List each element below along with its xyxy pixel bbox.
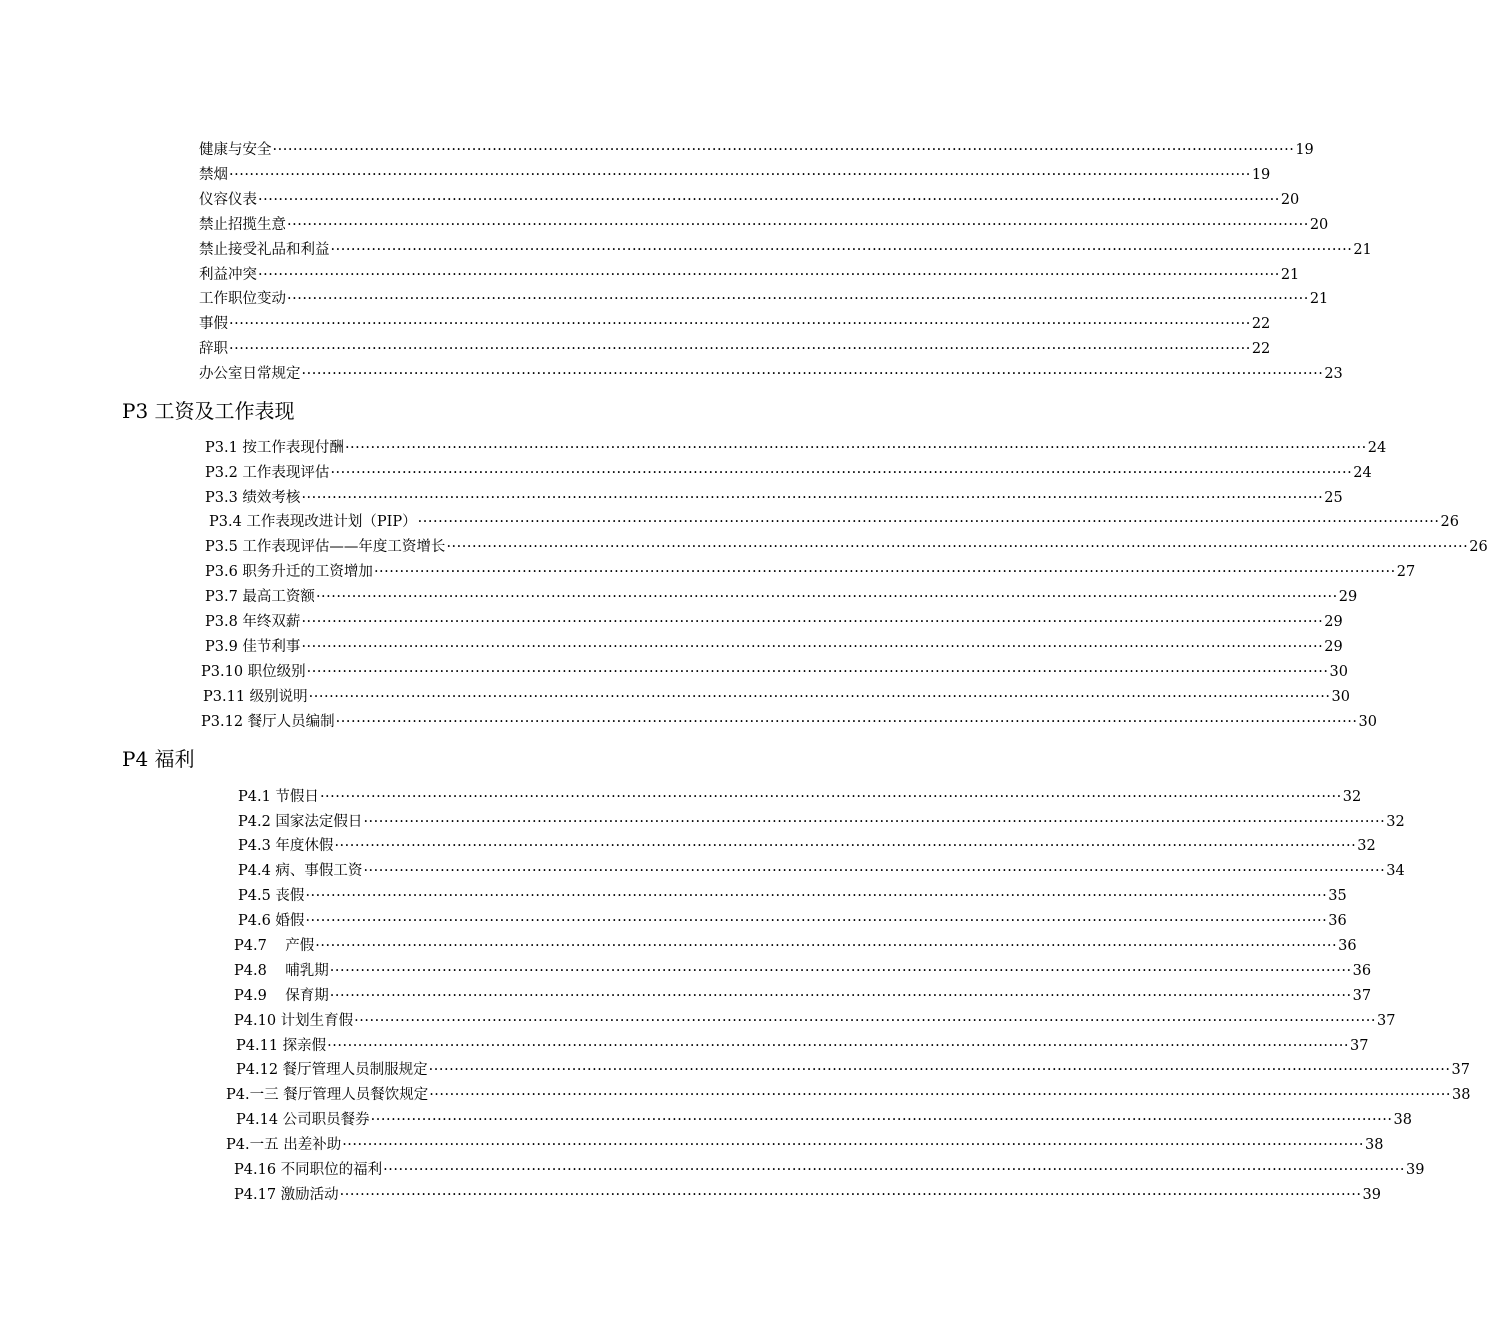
toc-entry (234, 1184, 1381, 1206)
toc-page-number: 23 (1324, 366, 1343, 382)
toc-page-number: 34 (1386, 863, 1405, 879)
toc-leader-dots: ········································································································································································································ (370, 1112, 1393, 1128)
toc-page-number: 22 (1251, 341, 1271, 357)
toc-entry-label: 禁止接受礼品和利益 (199, 242, 330, 258)
toc-entry-label: P4.4 病、事假工资 (238, 863, 363, 879)
toc-leader-dots: ········································································································································································································ (315, 938, 1338, 954)
toc-entry (205, 462, 1372, 484)
toc-entry-label: 事假 (199, 316, 228, 332)
toc-entry (205, 636, 1343, 658)
toc-entry (226, 1084, 1471, 1106)
toc-page-number: 26 (1440, 514, 1459, 530)
toc-entry (199, 313, 1271, 335)
toc-entry-label: 禁烟 (199, 167, 228, 183)
toc-entry (238, 910, 1347, 932)
toc-entry (238, 786, 1362, 808)
toc-entry (199, 214, 1329, 236)
toc-entry-label: P3.3 绩效考核 (205, 490, 301, 506)
toc-page-number: 32 (1342, 789, 1362, 805)
toc-entry (205, 437, 1387, 459)
toc-entry (201, 711, 1377, 733)
toc-entry-label: 健康与安全 (199, 142, 272, 158)
toc-leader-dots: ········································································································································································································ (287, 291, 1309, 307)
toc-leader-dots: ········································································································································································································ (308, 689, 1331, 705)
toc-leader-dots: ········································································································································································································ (428, 1062, 1451, 1078)
toc-entry-label: 禁止招揽生意 (199, 217, 286, 233)
toc-entry (234, 935, 1357, 957)
toc-page-number: 36 (1338, 938, 1357, 954)
toc-entry-label: P3.8 年终双薪 (205, 614, 301, 630)
toc-page-number: 39 (1362, 1187, 1381, 1203)
toc-page-number: 30 (1358, 714, 1377, 730)
toc-entry-label: 仪容仪表 (199, 192, 257, 208)
toc-page-number: 35 (1328, 888, 1347, 904)
toc-leader-dots: ········································································································································································································ (306, 664, 1329, 680)
toc-leader-dots: ········································································································································································································ (272, 142, 1295, 158)
toc-page-number: 24 (1353, 465, 1372, 481)
toc-entry (236, 1109, 1412, 1131)
toc-entry-label: P3.11 级别说明 (203, 689, 308, 705)
toc-entry-label: P3.4 工作表现改进计划（PIP） (209, 514, 417, 530)
toc-entry-label: P4.9 保育期 (234, 988, 329, 1004)
toc-page-number: 37 (1349, 1038, 1369, 1054)
toc-entry-label: P4.8 哺乳期 (234, 963, 329, 979)
toc-page-number: 20 (1309, 217, 1329, 233)
toc-page-number: 32 (1357, 838, 1376, 854)
toc-entry-label: P4.16 不同职位的福利 (234, 1162, 383, 1178)
toc-page-number: 30 (1329, 664, 1348, 680)
toc-entry-label: P3.10 职位级别 (201, 664, 306, 680)
toc-entry (236, 1059, 1470, 1081)
toc-entry-label: 辞职 (199, 341, 228, 357)
toc-entry (205, 487, 1343, 509)
toc-page-number: 29 (1338, 589, 1358, 605)
toc-entry-label: P4.17 激励活动 (234, 1187, 339, 1203)
toc-entry-label: P4.6 婚假 (238, 913, 305, 929)
toc-leader-dots: ········································································································································································································ (342, 1137, 1365, 1153)
toc-page-number: 36 (1328, 913, 1347, 929)
toc-page-number: 39 (1405, 1162, 1425, 1178)
toc-entry-label: P4.1 节假日 (238, 789, 319, 805)
toc-page-number: 32 (1386, 814, 1405, 830)
toc-page-number: 37 (1451, 1062, 1470, 1078)
toc-leader-dots: ········································································································································································································ (363, 863, 1386, 879)
toc-leader-dots: ········································································································································································································ (330, 242, 1353, 258)
toc-leader-dots: ········································································································································································································ (305, 888, 1328, 904)
toc-leader-dots: ········································································································································································································ (329, 963, 1352, 979)
toc-page-number: 19 (1295, 142, 1314, 158)
toc-entry-label: P4.5 丧假 (238, 888, 305, 904)
toc-leader-dots: ········································································································································································································ (258, 192, 1280, 208)
toc-entry-label: P4.12 餐厅管理人员制服规定 (236, 1062, 428, 1078)
toc-leader-dots: ········································································································································································································ (319, 789, 1342, 805)
toc-entry (238, 860, 1405, 882)
toc-page-number: 36 (1352, 963, 1372, 979)
toc-page-number: 21 (1353, 242, 1372, 258)
toc-page-number: 21 (1309, 291, 1329, 307)
toc-entry-label: P4.14 公司职员餐券 (236, 1112, 370, 1128)
toc-leader-dots: ········································································································································································································ (429, 1087, 1452, 1103)
toc-entry (234, 960, 1372, 982)
toc-entry-label: P4.11 探亲假 (236, 1038, 327, 1054)
toc-entry (238, 885, 1347, 907)
toc-entry-label: P4.10 计划生育假 (234, 1013, 354, 1029)
toc-entry (209, 511, 1459, 533)
toc-leader-dots: ········································································································································································································ (383, 1162, 1405, 1178)
toc-entry-label: P4.一五 出差补助 (226, 1137, 342, 1153)
toc-leader-dots: ········································································································································································································ (417, 514, 1440, 530)
toc-leader-dots: ········································································································································································································ (229, 167, 1251, 183)
toc-leader-dots: ········································································································································································································ (301, 639, 1324, 655)
toc-page-number: 20 (1280, 192, 1300, 208)
toc-entry (205, 586, 1358, 608)
toc-leader-dots: ········································································································································································································ (258, 267, 1280, 283)
toc-leader-dots: ········································································································································································································ (301, 614, 1324, 630)
toc-page-number: 26 (1469, 539, 1488, 555)
toc-entry (236, 1035, 1369, 1057)
toc-leader-dots: ········································································································································································································ (354, 1013, 1376, 1029)
toc-entry (234, 985, 1372, 1007)
toc-entry (205, 561, 1416, 583)
toc-leader-dots: ········································································································································································································ (329, 988, 1352, 1004)
toc-entry (199, 164, 1271, 186)
toc-entry (203, 686, 1350, 708)
toc-leader-dots: ········································································································································································································ (327, 1038, 1349, 1054)
toc-entry (226, 1134, 1384, 1156)
toc-page-number: 38 (1365, 1137, 1384, 1153)
toc-entry-label: P4.3 年度休假 (238, 838, 334, 854)
toc-leader-dots: ········································································································································································································ (363, 814, 1386, 830)
toc-entry (199, 239, 1372, 261)
section-heading: P4 福利 (122, 747, 195, 771)
toc-entry (238, 811, 1405, 833)
toc-leader-dots: ········································································································································································································ (334, 838, 1357, 854)
toc-entry (199, 189, 1300, 211)
toc-leader-dots: ········································································································································································································ (339, 1187, 1362, 1203)
toc-entry (199, 363, 1343, 385)
toc-entry-label: 工作职位变动 (199, 291, 286, 307)
toc-leader-dots: ········································································································································································································ (229, 316, 1251, 332)
toc-entry (205, 611, 1343, 633)
toc-leader-dots: ········································································································································································································ (335, 714, 1358, 730)
toc-entry-label: 利益冲突 (199, 267, 257, 283)
toc-entry (238, 835, 1376, 857)
toc-leader-dots: ········································································································································································································ (301, 366, 1324, 382)
toc-entry (201, 661, 1348, 683)
toc-entry-label: P3.12 餐厅人员编制 (201, 714, 335, 730)
toc-leader-dots: ········································································································································································································ (373, 564, 1396, 580)
toc-entry-label: P4.2 国家法定假日 (238, 814, 363, 830)
toc-page-number: 21 (1280, 267, 1300, 283)
toc-entry-label: 办公室日常规定 (199, 366, 301, 382)
toc-page-number: 38 (1452, 1087, 1471, 1103)
toc-entry-label: P3.2 工作表现评估 (205, 465, 330, 481)
toc-page-number: 29 (1324, 639, 1343, 655)
toc-leader-dots: ········································································································································································································ (344, 440, 1367, 456)
toc-page-number: 29 (1324, 614, 1343, 630)
toc-entry-label: P3.5 工作表现评估——年度工资增长 (205, 539, 446, 555)
toc-page-number: 25 (1324, 490, 1343, 506)
toc-page-number: 27 (1396, 564, 1416, 580)
toc-leader-dots: ········································································································································································································ (330, 465, 1353, 481)
toc-entry-label: P3.6 职务升迁的工资增加 (205, 564, 373, 580)
toc-page-number: 24 (1367, 440, 1387, 456)
toc-entry-label: P3.9 佳节利事 (205, 639, 301, 655)
section-heading: P3 工资及工作表现 (122, 399, 295, 423)
toc-page-number: 37 (1376, 1013, 1396, 1029)
toc-entry (234, 1010, 1396, 1032)
toc-leader-dots: ········································································································································································································ (287, 217, 1309, 233)
toc-leader-dots: ········································································································································································································ (446, 539, 1469, 555)
toc-entry-label: P3.7 最高工资额 (205, 589, 315, 605)
toc-leader-dots: ········································································································································································································ (315, 589, 1338, 605)
toc-entry (199, 338, 1271, 360)
toc-entry (205, 536, 1488, 558)
toc-entry-label: P4.7 产假 (234, 938, 315, 954)
toc-leader-dots: ········································································································································································································ (229, 341, 1251, 357)
toc-page-number: 19 (1251, 167, 1271, 183)
toc-page-number: 37 (1352, 988, 1372, 1004)
toc-entry (199, 288, 1329, 310)
toc-entry-label: P3.1 按工作表现付酬 (205, 440, 344, 456)
toc-entry-label: P4.一三 餐厅管理人员餐饮规定 (226, 1087, 429, 1103)
toc-leader-dots: ········································································································································································································ (301, 490, 1324, 506)
toc-entry (234, 1159, 1425, 1181)
toc-page-number: 38 (1393, 1112, 1412, 1128)
toc-leader-dots: ········································································································································································································ (305, 913, 1328, 929)
toc-page-number: 22 (1251, 316, 1271, 332)
toc-page-number: 30 (1331, 689, 1350, 705)
toc-entry (199, 139, 1314, 161)
toc-entry (199, 264, 1300, 286)
